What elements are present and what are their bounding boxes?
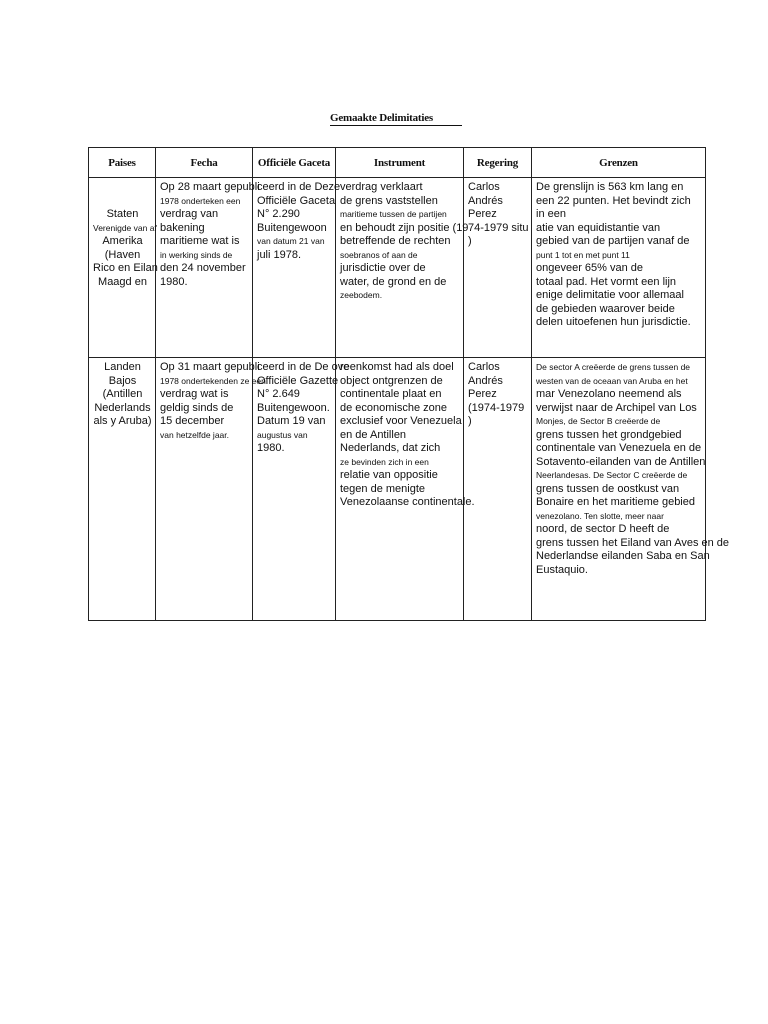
cell-line: de economische zone <box>340 401 448 414</box>
cell-line: mar Venezolano neemend als <box>536 388 682 400</box>
cell-line: 1978 ondertekenden ze een <box>160 375 266 386</box>
header-row <box>89 148 706 178</box>
table-row <box>89 178 706 358</box>
cell-line: 1980. <box>257 442 285 454</box>
cell-line: exclusief voor Venezuela <box>340 415 462 427</box>
cell-line: venezolano. Ten slotte, meer naar <box>536 510 664 521</box>
cell-line: van datum 21 van <box>257 236 325 246</box>
cell-line: Andrés <box>468 194 503 207</box>
cell-line: De grenslijn is 563 km lang en <box>536 181 684 193</box>
cell-instrument <box>336 358 475 621</box>
cell-line: van hetzelfde jaar. <box>160 429 229 440</box>
cell-line: bakening <box>160 221 205 234</box>
cell-line: grens tussen de oostkust van <box>536 482 680 495</box>
cell-line: de gebieden waarover beide <box>536 302 675 315</box>
delimitations-table <box>88 147 730 621</box>
document-title: Gemaakte Delimitaties <box>330 112 434 124</box>
cell-line: den 24 november <box>160 262 246 274</box>
cell-line <box>93 181 152 195</box>
cell-regering <box>464 358 532 621</box>
cell-line: Neerlandesas. De Sector C creëerde de <box>536 470 688 480</box>
cell-line: en de Antillen <box>340 428 407 441</box>
cell-line: Staten <box>106 208 139 220</box>
header-paises: Paises <box>89 148 156 178</box>
cell-line: geldig sinds de <box>160 401 234 414</box>
cell-line: Nederlandse eilanden Saba en San <box>536 550 710 562</box>
cell-line: Buitengewoon <box>257 221 327 234</box>
cell-fecha <box>156 358 266 621</box>
cell-line: (Antillen <box>102 388 143 400</box>
cell-line: maritieme tussen de partijen <box>340 209 447 219</box>
cell-line: 15 december <box>160 415 225 427</box>
cell-line: in een <box>536 208 566 220</box>
cell-line: enige delimitatie voor allemaal <box>536 289 684 301</box>
header-fecha: Fecha <box>156 148 253 178</box>
cell-gaceta <box>253 358 350 621</box>
cell-fecha <box>156 178 260 358</box>
cell-line: Bajos <box>108 374 137 387</box>
cell-line: zeebodem. <box>340 290 383 300</box>
cell-line: verwijst naar de Archipel van Los <box>536 401 697 414</box>
cell-line: grens tussen het Eiland van Aves en de <box>536 536 730 549</box>
cell-line: verdrag van <box>160 208 219 220</box>
cell-line: punt 1 tot en met punt 11 <box>536 249 630 260</box>
cell-line: Nederlands, dat zich <box>340 442 441 454</box>
header-instrument: Instrument <box>336 148 464 178</box>
cell-line: Amerika <box>102 235 143 247</box>
cell-line: delen uitoefenen hun jurisdictie. <box>536 316 691 328</box>
cell-line: verdrag verklaart <box>340 181 423 193</box>
cell-line: De sector A creëerde de grens tussen de <box>536 362 691 372</box>
cell-line: Perez <box>468 388 497 400</box>
cell-line: totaal pad. Het vormt een lijn <box>536 275 677 288</box>
cell-paises <box>89 358 156 621</box>
cell-line: 1978 onderteken een <box>160 195 241 206</box>
cell-line: Carlos <box>468 361 500 373</box>
cell-line: continentale van Venezuela en de <box>536 442 702 454</box>
cell-line: Andrés <box>468 374 503 387</box>
cell-line: de grens vaststellen <box>340 194 438 207</box>
cell-line: augustus van <box>257 429 308 440</box>
cell-instrument <box>336 178 469 358</box>
cell-line: water, de grond en de <box>340 275 447 288</box>
cell-line: jurisdictie over de <box>340 262 426 274</box>
cell-line: ) <box>468 235 472 247</box>
cell-line: verdrag wat is <box>160 388 229 400</box>
cell-line: 1980. <box>160 275 188 288</box>
header-gaceta: Officiële Gaceta <box>253 148 336 178</box>
cell-regering <box>464 178 532 358</box>
cell-line: grens tussen het grondgebied <box>536 428 682 441</box>
cell-line: gebied van de partijen vanaf de <box>536 235 690 247</box>
cell-line: Venezolaanse continentale. <box>340 496 475 508</box>
cell-line: Perez <box>468 208 497 220</box>
cell-line: Eustaquio. <box>536 563 588 576</box>
cell-line: noord, de sector D heeft de <box>536 523 670 535</box>
cell-line: Bonaire en het maritieme gebied <box>536 496 695 508</box>
cell-line: 74-1979 situ <box>468 221 529 234</box>
cell-line: N° 2.649 <box>257 388 300 400</box>
cell-line <box>93 195 152 209</box>
cell-line: ongeveer 65% van de <box>536 262 644 274</box>
title-underline <box>330 125 462 126</box>
cell-line: Sotavento-eilanden van de Antillen <box>536 455 706 468</box>
cell-line: object ontgrenzen de <box>340 374 443 387</box>
cell-line: (Haven <box>104 248 141 261</box>
cell-line: continentale plaat en <box>340 388 442 400</box>
table-row <box>89 358 706 621</box>
cell-line: ceerd in de De ove <box>257 361 350 373</box>
cell-line: (1974-1979 <box>468 401 525 414</box>
cell-grenzen <box>532 358 730 621</box>
cell-line: tegen de menigte <box>340 482 426 495</box>
cell-line: westen van de oceaan van Aruba en het <box>536 375 688 386</box>
cell-line: Landen <box>104 361 141 373</box>
cell-line: maritieme wat is <box>160 235 240 247</box>
cell-line: Rico en Eilan <box>93 262 158 274</box>
cell-line: Op 31 maart gepubli <box>160 361 260 373</box>
cell-line: betreffende de rechten <box>340 235 451 247</box>
cell-paises <box>89 178 156 358</box>
cell-line: atie van equidistantie van <box>536 221 661 234</box>
cell-line: ze bevinden zich in een <box>340 456 429 467</box>
cell-line: Nederlands <box>94 401 151 414</box>
cell-line: Op 28 maart gepubli <box>160 181 260 193</box>
cell-line: Maagd en <box>98 275 147 288</box>
cell-line: Datum 19 van <box>257 415 326 427</box>
cell-line: en behoudt zijn positie (19 <box>340 221 469 234</box>
cell-line: ceerd in de Deze <box>257 181 341 193</box>
cell-line: Monjes, de Sector B creëerde de <box>536 416 661 426</box>
header-grenzen: Grenzen <box>532 148 706 178</box>
cell-line: N° 2.290 <box>257 208 300 220</box>
cell-line: Officiële Gazette <box>257 374 339 387</box>
cell-line: reenkomst had als doel <box>340 361 454 373</box>
cell-line: Officiële Gaceta <box>257 194 336 207</box>
header-regering: Regering <box>464 148 532 178</box>
cell-line: Verenigde van af <box>93 222 157 233</box>
cell-line: als y Aruba) <box>93 415 152 427</box>
cell-line: relatie van oppositie <box>340 469 438 481</box>
cell-grenzen <box>532 178 706 358</box>
cell-line: ) <box>468 415 472 427</box>
cell-line: een 22 punten. Het bevindt zich <box>536 194 691 207</box>
cell-line: soebranos of aan de <box>340 249 418 260</box>
cell-line: Carlos <box>468 181 500 193</box>
cell-line: Buitengewoon. <box>257 401 330 414</box>
cell-line: in werking sinds de <box>160 249 233 260</box>
cell-gaceta <box>253 178 341 358</box>
cell-line: juli 1978. <box>257 248 302 261</box>
